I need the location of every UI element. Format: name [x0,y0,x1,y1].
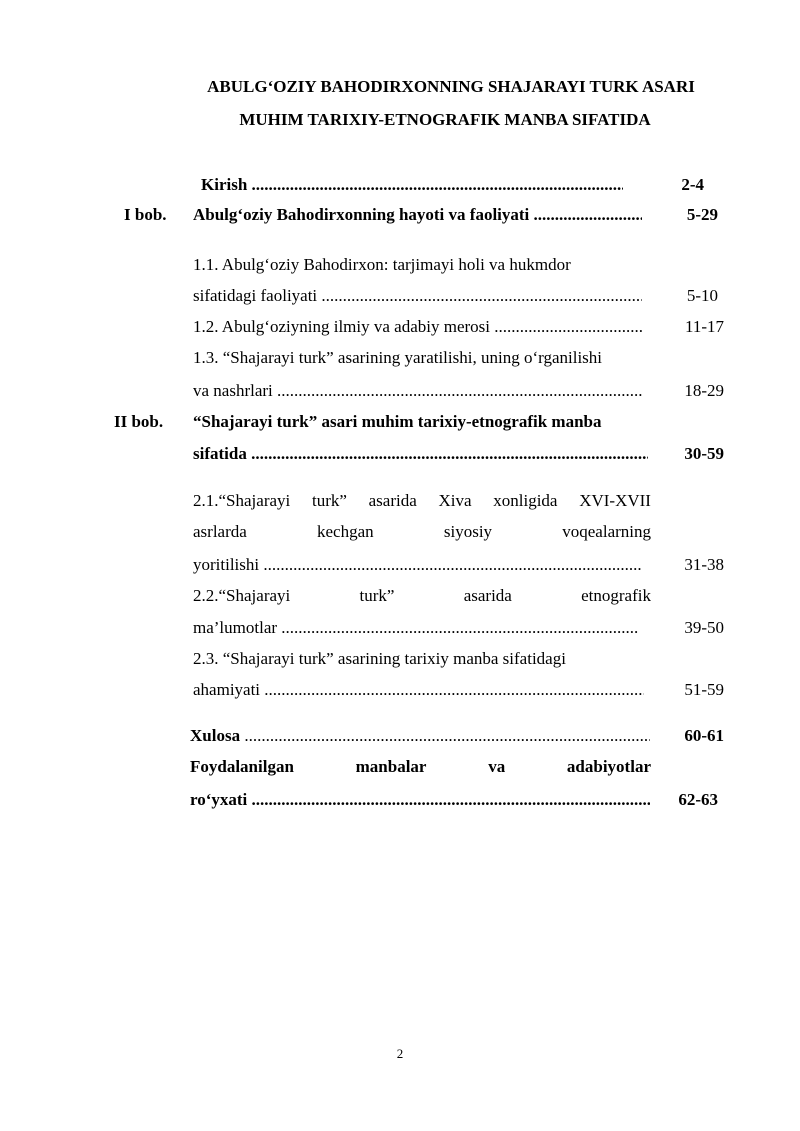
toc-page-xulosa: 60-61 [684,726,724,745]
toc-entry-xulosa[interactable] [190,726,650,746]
toc-entry-label: Abulg‘oziy Bahodirxonning hayoti va faoliyati ..... [193,205,642,224]
toc-entry-chapter-1[interactable] [193,205,642,225]
toc-entry-kirish[interactable] [201,175,623,195]
toc-entry-chapter-2-line-2[interactable]: sifatida ..... [193,444,648,464]
toc-page-2-1: 31-38 [684,555,724,574]
toc-section-1-3-line-1[interactable]: 1.3. “Shajarayi turk” asarining yaratilishi, uning o‘rganilishi [193,348,603,367]
toc-page-references: 62-63 [678,790,718,809]
toc-page-1-1: 5-10 [686,286,718,305]
toc-section-2-2-line-1[interactable]: 2.2.“Shajarayi turk” asarida etnografik [193,586,651,605]
toc-page-chapter-2: 30-59 [684,444,724,463]
toc-page-2-2: 39-50 [684,618,724,637]
toc-section-1-1-line-2[interactable]: sifatidagi faoliyati ..... [193,286,642,306]
chapter-1-prefix: I bob. [124,205,167,224]
toc-section-2-1-line-2[interactable]: asrlarda kechgan siyosiy voqealarning [193,522,651,541]
toc-page-2-3: 51-59 [684,680,724,699]
toc-section-1-2[interactable]: 1.2. Abulg‘oziyning ilmiy va adabiy merosi ..... [193,317,642,337]
toc-section-2-1-line-1[interactable]: 2.1.“Shajarayi turk” asarida Xiva xonligida XVI-XVII [193,491,651,510]
chapter-2-prefix: II bob. [114,412,164,431]
toc-entry-label: Kirish ..... [201,175,623,194]
toc-section-2-3-line-2[interactable]: ahamiyati ..... [193,680,644,700]
toc-page-chapter-1: 5-29 [686,205,718,224]
toc-section-1-3-line-2[interactable]: va nashrlari ..... [193,381,642,401]
toc-section-2-2-line-2[interactable]: ma’lumotlar ..... [193,618,638,638]
document-title-line-1: ABULG‘OZIY BAHODIRXONNING SHAJARAYI TURK ASARI [207,77,695,96]
page-number: 2 [396,1046,404,1061]
toc-entry-label: Xulosa [190,726,241,745]
toc-entry-references-line-1[interactable]: Foydalanilgan manbalar va adabiyotlar [190,757,651,776]
document-title-line-2: MUHIM TARIXIY-ETNOGRAFIK MANBA SIFATIDA [239,110,651,129]
toc-entry-chapter-2-line-1[interactable]: “Shajarayi turk” asari muhim tarixiy-etnografik manba [193,412,602,431]
toc-page-1-3: 18-29 [684,381,724,400]
toc-page-kirish: 2-4 [681,175,704,194]
toc-page-1-2: 11-17 [684,317,724,336]
toc-section-2-3-line-1[interactable]: 2.3. “Shajarayi turk” asarining tarixiy manba sifatidagi [193,649,566,668]
toc-entry-references-line-2[interactable]: ro‘yxati ..... [190,790,650,810]
toc-section-2-1-line-3[interactable]: yoritilishi ..... [193,555,642,575]
toc-section-1-1-line-1[interactable]: 1.1. Abulg‘oziy Bahodirxon: tarjimayi holi va hukmdor [193,255,571,274]
